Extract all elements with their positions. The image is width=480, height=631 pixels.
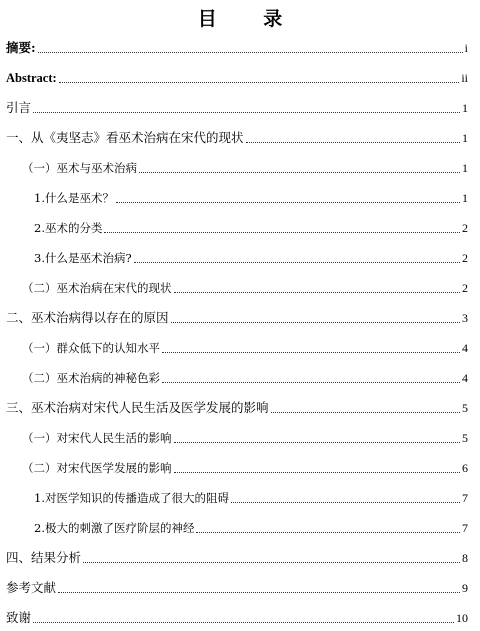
toc-page-number: 2 [462, 281, 468, 295]
toc-entry-section-3-2[interactable] [22, 458, 468, 476]
toc-page-number: 9 [462, 581, 468, 595]
toc-page-number: 5 [462, 401, 468, 415]
toc-entry-section-1-1[interactable] [22, 158, 468, 176]
toc-page-number: 7 [462, 491, 468, 505]
toc-entry-label: 一、从《夷坚志》看巫术治病在宋代的现状 [6, 130, 244, 145]
dot-leader [271, 411, 460, 413]
toc-entry-section-1-2[interactable] [22, 278, 468, 296]
toc-entry-label: 参考文献 [6, 580, 57, 595]
dot-leader [246, 141, 460, 143]
toc-page-number: 7 [462, 521, 468, 535]
toc-entry-section-2-1[interactable] [22, 338, 468, 356]
toc-entry-chapter-1[interactable] [6, 128, 468, 146]
dot-leader [174, 291, 461, 293]
dot-leader [104, 231, 460, 233]
toc-page-number: 1 [462, 191, 468, 205]
dot-leader [196, 531, 460, 533]
toc-entry-subsection-3-2-2[interactable] [34, 518, 468, 536]
toc-page-number: 1 [462, 131, 468, 145]
toc-entry-section-2-2[interactable] [22, 368, 468, 386]
toc-entry-label: （二）巫术治病的神秘色彩 [22, 371, 160, 385]
toc-entry-section-3-1[interactable] [22, 428, 468, 446]
dot-leader [83, 561, 460, 563]
toc-entry-label: 1.什么是巫术？ [34, 191, 114, 205]
toc-page-number: ii [461, 71, 468, 85]
toc-entry-label: 致谢 [6, 610, 32, 625]
dot-leader [171, 321, 460, 323]
toc-page-number: 1 [462, 101, 468, 115]
toc-page-number: 6 [462, 461, 468, 475]
toc-entry-introduction[interactable] [6, 98, 468, 116]
toc-entry-chapter-4[interactable] [6, 548, 468, 566]
toc-entry-label: （一）群众低下的认知水平 [22, 341, 160, 355]
toc-page-number: 8 [462, 551, 468, 565]
toc-entry-subsection-1-1-2[interactable] [34, 218, 468, 236]
toc-page-number: 4 [462, 341, 468, 355]
dot-leader [134, 261, 460, 263]
dot-leader [33, 111, 460, 113]
toc-page-number: i [464, 41, 468, 55]
toc-entry-acknowledgements[interactable] [6, 608, 468, 626]
toc-page-number: 5 [462, 431, 468, 445]
dot-leader [59, 81, 460, 83]
toc-entry-label: 三、巫术治病对宋代人民生活及医学发展的影响 [6, 400, 269, 415]
dot-leader [174, 471, 461, 473]
toc-entry-chapter-2[interactable] [6, 308, 468, 326]
toc-entry-label: 2.极大的刺激了医疗阶层的神经 [34, 521, 195, 535]
toc-page-number: 3 [462, 311, 468, 325]
dot-leader [58, 591, 460, 593]
toc-entry-label: （一）对宋代人民生活的影响 [22, 431, 172, 445]
dot-leader [231, 501, 460, 503]
dot-leader [38, 51, 463, 53]
toc-page-number: 1 [462, 161, 468, 175]
toc-entry-chapter-3[interactable] [6, 398, 468, 416]
toc-entry-references[interactable] [6, 578, 468, 596]
toc-entry-subsection-3-2-1[interactable] [34, 488, 468, 506]
toc-page-number: 10 [456, 611, 468, 625]
toc-entry-subsection-1-1-1[interactable] [34, 188, 468, 206]
dot-leader [162, 351, 460, 353]
dot-leader [33, 621, 454, 623]
toc-page-number: 4 [462, 371, 468, 385]
toc-entry-label: 摘要: [6, 40, 36, 55]
toc-entry-label: 1.对医学知识的传播造成了很大的阻碍 [34, 491, 229, 505]
toc-entry-label: Abstract: [6, 71, 57, 85]
toc-entry-abstract-cn[interactable] [6, 38, 468, 56]
toc-entry-abstract-en[interactable] [6, 68, 468, 86]
toc-entry-label: （一）巫术与巫术治病 [22, 161, 137, 175]
toc-entry-label: 四、结果分析 [6, 550, 82, 565]
toc-title: 目 录 [197, 8, 303, 30]
toc-entry-label: 2.巫术的分类 [34, 221, 103, 235]
dot-leader [174, 441, 461, 443]
toc-entry-label: 引言 [6, 100, 32, 115]
toc-entry-subsection-1-1-3[interactable] [34, 248, 468, 266]
toc-page-number: 2 [462, 221, 468, 235]
toc-entry-label: （二）巫术治病在宋代的现状 [22, 281, 172, 295]
dot-leader [139, 171, 460, 173]
toc-page-number: 2 [462, 251, 468, 265]
dot-leader [162, 381, 460, 383]
toc-entry-label: 二、巫术治病得以存在的原因 [6, 310, 169, 325]
toc-entry-label: 3.什么是巫术治病? [34, 251, 132, 265]
dot-leader [116, 201, 460, 203]
toc-entry-label: （二）对宋代医学发展的影响 [22, 461, 172, 475]
